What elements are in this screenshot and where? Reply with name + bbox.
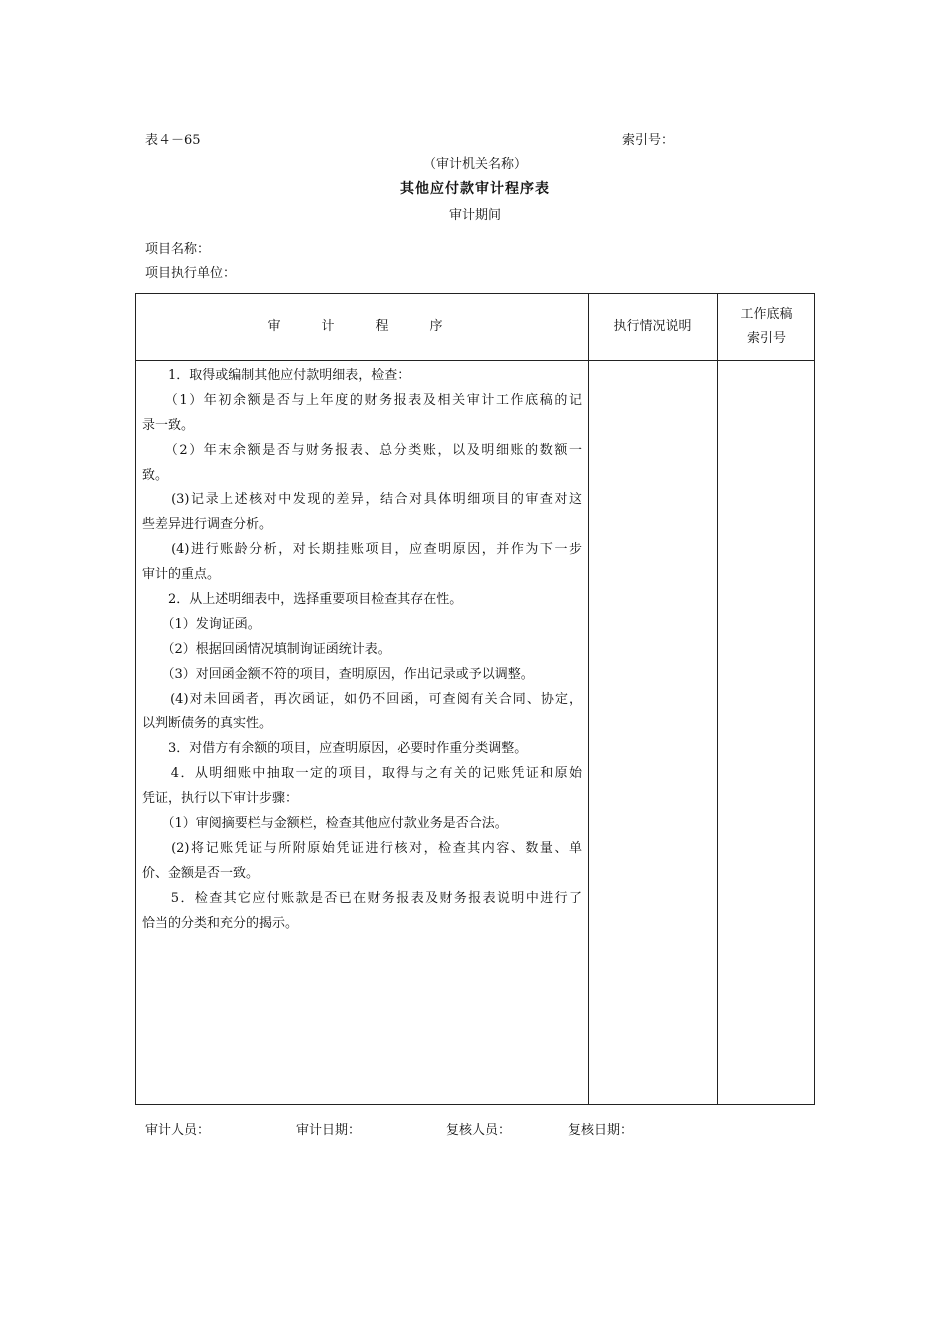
- program-line: 致。: [142, 467, 169, 483]
- agency-name: （审计机关名称）: [422, 157, 527, 172]
- program-line: (3)记录上述核对中发现的差异，结合对具体明细项目的审查对这: [142, 492, 582, 508]
- audit-date-label: 审计日期：: [296, 1123, 362, 1138]
- program-line: 价、金额是否一致。: [142, 865, 260, 881]
- column-header-execution: 执行情况说明: [613, 319, 692, 334]
- reviewer-label: 复核人员：: [446, 1123, 512, 1138]
- program-line: (2)将记账凭证与所附原始凭证进行核对，检查其内容、数量、单: [142, 840, 582, 856]
- program-line: （2）根据回函情况填制询证函统计表。: [142, 641, 391, 657]
- program-line: 凭证，执行以下审计步骤：: [142, 791, 299, 807]
- program-line: 些差异进行调查分析。: [142, 517, 273, 533]
- column-divider: [588, 294, 589, 1104]
- program-list: [142, 364, 582, 936]
- program-line: （1）审阅摘要栏与金额栏，检查其他应付款业务是否合法。: [142, 816, 508, 832]
- column-header-reference-line2: 索引号: [746, 331, 786, 346]
- signature-footer: [0, 1119, 950, 1139]
- header-divider: [136, 360, 814, 361]
- table-number: 表４－65: [145, 133, 201, 148]
- program-line: (4)进行账龄分析，对长期挂账项目，应查明原因，并作为下一步: [142, 542, 582, 558]
- program-line: （2）年末余额是否与财务报表、总分类账，以及明细账的数额一: [142, 442, 582, 458]
- project-unit-label: 项目执行单位：: [145, 266, 237, 281]
- program-line: 1．取得或编制其他应付款明细表，检查：: [142, 368, 411, 383]
- column-header-reference: [717, 294, 816, 360]
- index-number-label: 索引号：: [622, 133, 675, 148]
- program-line: 2．从上述明细表中，选择重要项目检查其存在性。: [142, 592, 463, 608]
- program-line: 3．对借方有余额的项目，应查明原因，必要时作重分类调整。: [142, 741, 528, 757]
- column-header-program: 审 计 程 序: [267, 319, 457, 334]
- column-header-reference-line1: 工作底稿: [740, 307, 793, 322]
- auditor-label: 审计人员：: [145, 1123, 211, 1138]
- program-line: （1）年初余额是否与上年度的财务报表及相关审计工作底稿的记: [142, 392, 582, 408]
- program-line: 恰当的分类和充分的揭示。: [142, 915, 299, 931]
- program-line: (4)对未回函者，再次函证，如仍不回函，可查阅有关合同、协定，: [142, 691, 582, 707]
- program-line: 录一致。: [142, 417, 195, 433]
- program-line: 5．检查其它应付账款是否已在财务报表及财务报表说明中进行了: [142, 890, 582, 906]
- review-date-label: 复核日期：: [568, 1123, 634, 1138]
- column-divider: [717, 294, 718, 1104]
- program-line: 4．从明细账中抽取一定的项目，取得与之有关的记账凭证和原始: [142, 766, 582, 782]
- program-line: 以判断债务的真实性。: [142, 716, 273, 732]
- audit-period: 审计期间: [448, 208, 501, 223]
- project-name-label: 项目名称：: [145, 242, 211, 257]
- document-title: 其他应付款审计程序表: [400, 181, 550, 197]
- audit-program-table: [135, 293, 815, 1105]
- program-line: （3）对回函金额不符的项目，查明原因，作出记录或予以调整。: [142, 666, 534, 682]
- program-line: （1）发询证函。: [142, 616, 261, 632]
- program-line: 审计的重点。: [142, 567, 221, 583]
